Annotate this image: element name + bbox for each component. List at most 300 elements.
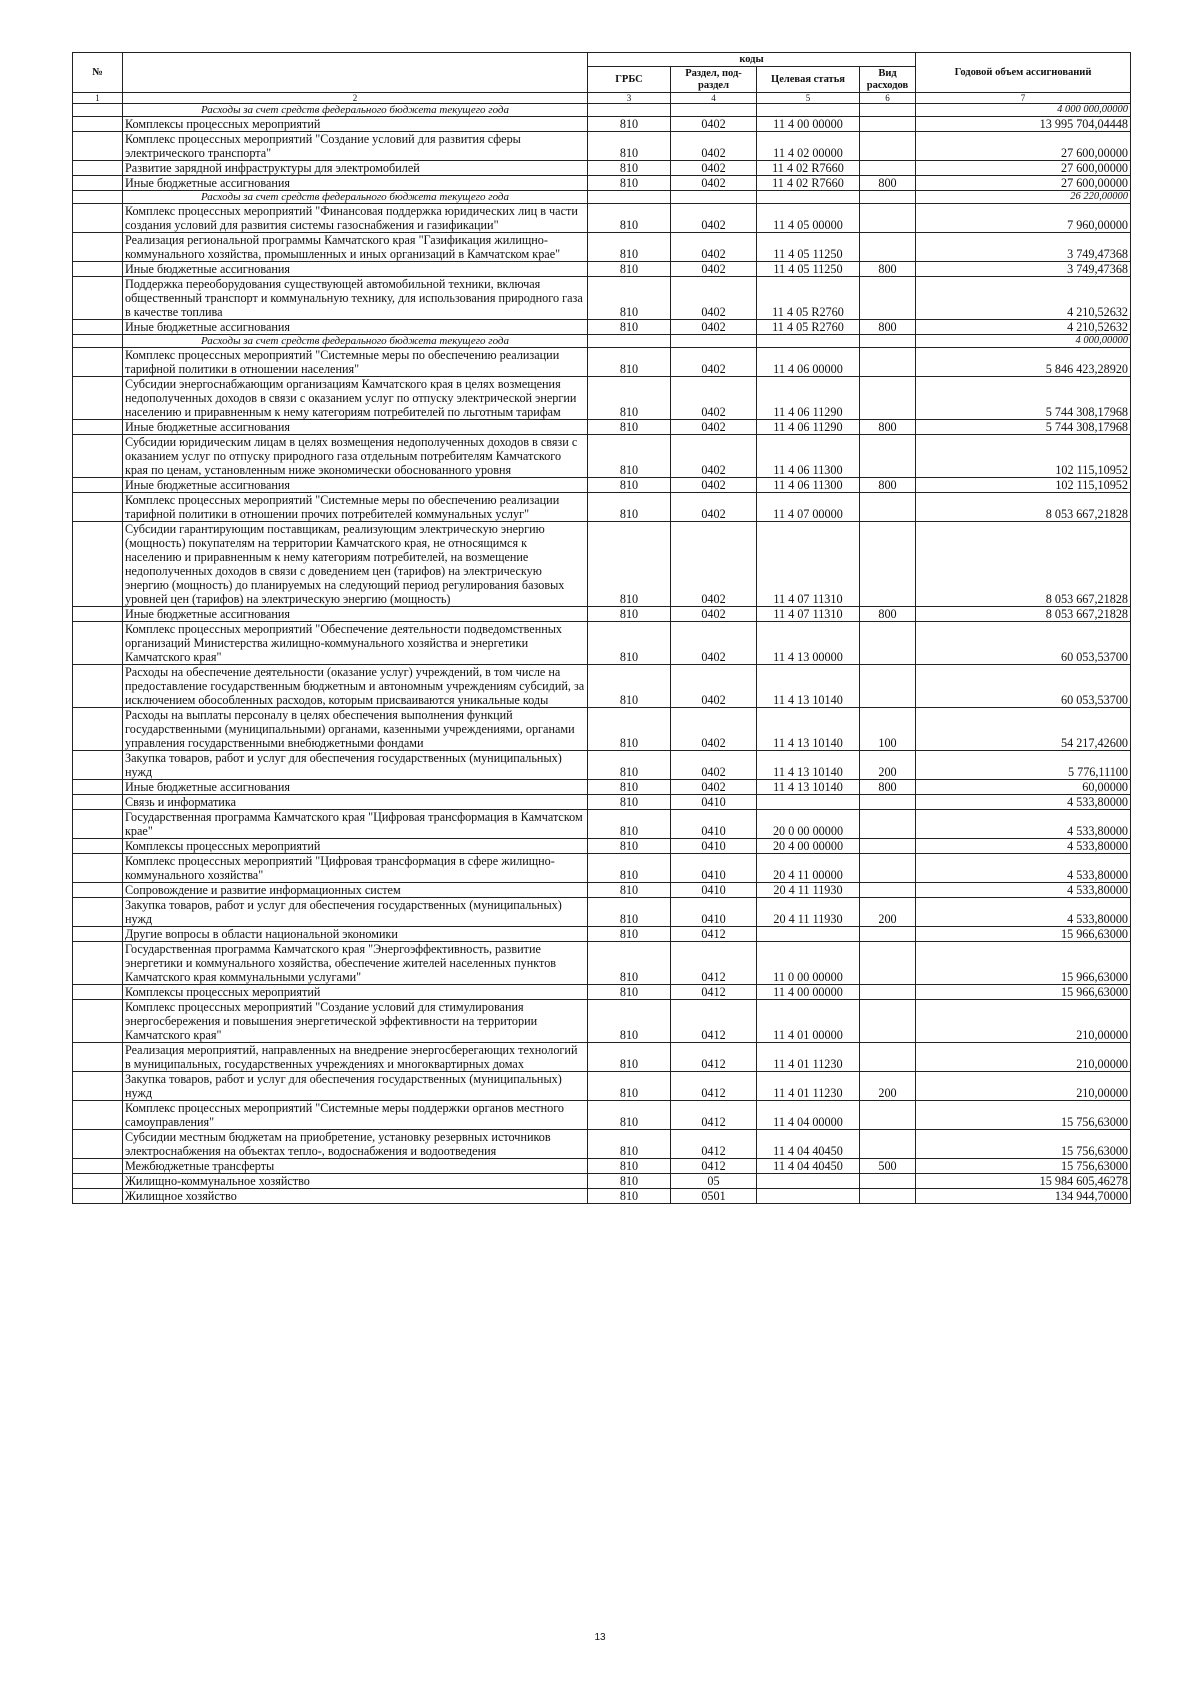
name-cell: Развитие зарядной инфраструктуры для электромобилей	[123, 161, 588, 176]
grbs-cell: 810	[588, 622, 671, 665]
grbs-cell: 810	[588, 262, 671, 277]
kind-cell	[860, 665, 916, 708]
num-cell	[73, 810, 123, 839]
grbs-cell: 810	[588, 176, 671, 191]
table-row	[73, 751, 1131, 780]
target-cell: 11 4 06 00000	[757, 348, 860, 377]
section-cell: 0412	[671, 1101, 757, 1130]
section-cell: 0410	[671, 839, 757, 854]
section-cell: 0412	[671, 1130, 757, 1159]
target-cell: 11 4 05 11250	[757, 262, 860, 277]
table-row	[73, 854, 1131, 883]
name-cell: Расходы за счет средств федерального бюджета текущего года	[123, 104, 588, 117]
grbs-cell: 810	[588, 607, 671, 622]
sum-cell: 4 000,00000	[916, 335, 1131, 348]
target-cell: 11 4 07 11310	[757, 607, 860, 622]
kind-cell	[860, 377, 916, 420]
section-cell: 0402	[671, 751, 757, 780]
name-cell: Субсидии гарантирующим поставщикам, реализующим электрическую энергию (мощность) покупателям на территории Камчатского края, не относящимся к населению и приравненным к нему категориям потребителей, на возмещение недополученных доходов в связи с доведением цен (тарифов) на электрическую энергию (мощность) до планируемых на следующий период регулирования базовых уровней цен (тарифов) на электрическую энергию (мощность)	[123, 522, 588, 607]
column-number: 6	[860, 93, 916, 104]
grbs-cell	[588, 104, 671, 117]
target-cell: 11 4 05 R2760	[757, 320, 860, 335]
sum-cell: 26 220,00000	[916, 191, 1131, 204]
grbs-cell: 810	[588, 985, 671, 1000]
section-cell: 0402	[671, 132, 757, 161]
target-cell	[757, 927, 860, 942]
table-row	[73, 117, 1131, 132]
table-row	[73, 1130, 1131, 1159]
kind-cell	[860, 493, 916, 522]
table-body	[73, 104, 1131, 1204]
name-cell: Иные бюджетные ассигнования	[123, 478, 588, 493]
section-cell: 0402	[671, 161, 757, 176]
target-cell	[757, 1174, 860, 1189]
kind-cell	[860, 927, 916, 942]
grbs-cell: 810	[588, 810, 671, 839]
sum-cell: 3 749,47368	[916, 262, 1131, 277]
sum-cell: 15 756,63000	[916, 1101, 1131, 1130]
sum-cell: 15 966,63000	[916, 942, 1131, 985]
num-cell	[73, 854, 123, 883]
target-cell: 11 4 13 10140	[757, 708, 860, 751]
target-cell	[757, 1189, 860, 1204]
table-row	[73, 1043, 1131, 1072]
note-row	[73, 191, 1131, 204]
name-cell: Иные бюджетные ассигнования	[123, 176, 588, 191]
kind-cell: 800	[860, 780, 916, 795]
name-cell: Комплекс процессных мероприятий "Системные меры по обеспечению реализации тарифной политики в отношении прочих потребителей коммунальных услуг"	[123, 493, 588, 522]
table-row	[73, 622, 1131, 665]
table-row	[73, 233, 1131, 262]
target-cell: 11 4 13 10140	[757, 665, 860, 708]
section-cell: 0402	[671, 117, 757, 132]
kind-cell	[860, 233, 916, 262]
num-cell	[73, 708, 123, 751]
kind-cell	[860, 191, 916, 204]
num-cell	[73, 780, 123, 795]
section-cell: 0402	[671, 780, 757, 795]
sum-cell: 4 210,52632	[916, 320, 1131, 335]
target-cell: 11 4 06 11300	[757, 435, 860, 478]
name-cell: Комплекс процессных мероприятий "Создание условий для стимулирования энергосбережения и повышения энергетической эффективности на территории Камчатского края"	[123, 1000, 588, 1043]
num-cell	[73, 607, 123, 622]
kind-cell	[860, 795, 916, 810]
grbs-cell: 810	[588, 435, 671, 478]
name-cell: Комплекс процессных мероприятий "Цифровая трансформация в сфере жилищно-коммунального хозяйства"	[123, 854, 588, 883]
table-row	[73, 1159, 1131, 1174]
target-cell	[757, 191, 860, 204]
header-name	[123, 53, 588, 93]
num-cell	[73, 176, 123, 191]
table-row	[73, 1189, 1131, 1204]
section-cell: 0402	[671, 665, 757, 708]
table-row	[73, 839, 1131, 854]
num-cell	[73, 262, 123, 277]
section-cell: 0402	[671, 522, 757, 607]
table-row	[73, 493, 1131, 522]
kind-cell	[860, 335, 916, 348]
kind-cell	[860, 854, 916, 883]
sum-cell: 4 533,80000	[916, 810, 1131, 839]
name-cell: Государственная программа Камчатского края "Энергоэффективность, развитие энергетики и коммунального хозяйства, обеспечение жителей населенных пунктов Камчатского края коммунальными услугами"	[123, 942, 588, 985]
num-cell	[73, 348, 123, 377]
header-number: №	[73, 53, 123, 93]
sum-cell: 15 966,63000	[916, 927, 1131, 942]
table-row	[73, 883, 1131, 898]
grbs-cell: 810	[588, 1043, 671, 1072]
sum-cell: 15 984 605,46278	[916, 1174, 1131, 1189]
section-cell: 0402	[671, 708, 757, 751]
sum-cell: 3 749,47368	[916, 233, 1131, 262]
target-cell: 11 4 13 10140	[757, 780, 860, 795]
name-cell: Комплекс процессных мероприятий "Обеспечение деятельности подведомственных организаций Министерства жилищно-коммунального хозяйства и энергетики Камчатского края"	[123, 622, 588, 665]
target-cell	[757, 335, 860, 348]
sum-cell: 4 210,52632	[916, 277, 1131, 320]
num-cell	[73, 522, 123, 607]
target-cell: 11 4 01 00000	[757, 1000, 860, 1043]
table-row	[73, 1072, 1131, 1101]
kind-cell	[860, 117, 916, 132]
sum-cell: 13 995 704,04448	[916, 117, 1131, 132]
kind-cell: 800	[860, 262, 916, 277]
section-cell: 0402	[671, 478, 757, 493]
name-cell: Комплексы процессных мероприятий	[123, 839, 588, 854]
name-cell: Закупка товаров, работ и услуг для обеспечения государственных (муниципальных) нужд	[123, 751, 588, 780]
kind-cell	[860, 104, 916, 117]
column-number: 2	[123, 93, 588, 104]
target-cell: 11 0 00 00000	[757, 942, 860, 985]
num-cell	[73, 795, 123, 810]
kind-cell	[860, 1130, 916, 1159]
table-row	[73, 277, 1131, 320]
header-annual-volume: Годовой объем ассигнований	[916, 53, 1131, 93]
table-row	[73, 204, 1131, 233]
section-cell: 0410	[671, 795, 757, 810]
target-cell: 20 4 11 11930	[757, 883, 860, 898]
column-number: 5	[757, 93, 860, 104]
grbs-cell: 810	[588, 233, 671, 262]
target-cell: 11 4 01 11230	[757, 1072, 860, 1101]
grbs-cell: 810	[588, 898, 671, 927]
target-cell: 11 4 07 11310	[757, 522, 860, 607]
table-row	[73, 607, 1131, 622]
sum-cell: 60,00000	[916, 780, 1131, 795]
sum-cell: 54 217,42600	[916, 708, 1131, 751]
grbs-cell: 810	[588, 708, 671, 751]
table-row	[73, 1101, 1131, 1130]
kind-cell: 200	[860, 751, 916, 780]
grbs-cell: 810	[588, 839, 671, 854]
grbs-cell: 810	[588, 751, 671, 780]
target-cell: 11 4 02 R7660	[757, 161, 860, 176]
num-cell	[73, 927, 123, 942]
section-cell: 0402	[671, 320, 757, 335]
section-cell: 0501	[671, 1189, 757, 1204]
target-cell: 20 4 00 00000	[757, 839, 860, 854]
name-cell: Расходы за счет средств федерального бюджета текущего года	[123, 191, 588, 204]
num-cell	[73, 104, 123, 117]
kind-cell	[860, 161, 916, 176]
kind-cell	[860, 942, 916, 985]
section-cell: 0410	[671, 883, 757, 898]
section-cell: 0402	[671, 493, 757, 522]
kind-cell	[860, 132, 916, 161]
target-cell: 11 4 06 11300	[757, 478, 860, 493]
sum-cell: 60 053,53700	[916, 665, 1131, 708]
table-row	[73, 420, 1131, 435]
name-cell: Субсидии юридическим лицам в целях возмещения недополученных доходов в связи с оказанием услуг по отпуску природного газа отдельным потребителям Камчатского края по ценам, установленным ниже экономически обоснованного уровня	[123, 435, 588, 478]
target-cell	[757, 795, 860, 810]
table-row	[73, 898, 1131, 927]
grbs-cell: 810	[588, 522, 671, 607]
table-row	[73, 795, 1131, 810]
table-row	[73, 435, 1131, 478]
grbs-cell: 810	[588, 854, 671, 883]
section-cell: 0410	[671, 898, 757, 927]
kind-cell	[860, 204, 916, 233]
target-cell: 11 4 00 00000	[757, 117, 860, 132]
name-cell: Расходы за счет средств федерального бюджета текущего года	[123, 335, 588, 348]
name-cell: Сопровождение и развитие информационных систем	[123, 883, 588, 898]
num-cell	[73, 1174, 123, 1189]
grbs-cell: 810	[588, 420, 671, 435]
grbs-cell: 810	[588, 1130, 671, 1159]
name-cell: Межбюджетные трансферты	[123, 1159, 588, 1174]
target-cell: 11 4 04 40450	[757, 1159, 860, 1174]
num-cell	[73, 985, 123, 1000]
sum-cell: 102 115,10952	[916, 478, 1131, 493]
target-cell: 11 4 00 00000	[757, 985, 860, 1000]
grbs-cell: 810	[588, 780, 671, 795]
name-cell: Другие вопросы в области национальной экономики	[123, 927, 588, 942]
section-cell: 0412	[671, 985, 757, 1000]
name-cell: Закупка товаров, работ и услуг для обеспечения государственных (муниципальных) нужд	[123, 898, 588, 927]
target-cell: 11 4 05 00000	[757, 204, 860, 233]
num-cell	[73, 1159, 123, 1174]
kind-cell	[860, 435, 916, 478]
table-row	[73, 1174, 1131, 1189]
sum-cell: 15 756,63000	[916, 1130, 1131, 1159]
section-cell: 0402	[671, 233, 757, 262]
name-cell: Субсидии энергоснабжающим организациям Камчатского края в целях возмещения недополученных доходов в связи с оказанием услуг по отпуску электрической энергии населению и приравненным к нему категориям потребителей по льготным тарифам	[123, 377, 588, 420]
section-cell: 0412	[671, 942, 757, 985]
table-row	[73, 942, 1131, 985]
num-cell	[73, 233, 123, 262]
target-cell: 20 0 00 00000	[757, 810, 860, 839]
budget-document	[72, 52, 1130, 1204]
target-cell: 11 4 06 11290	[757, 377, 860, 420]
column-number: 7	[916, 93, 1131, 104]
section-cell: 0410	[671, 810, 757, 839]
target-cell: 11 4 13 10140	[757, 751, 860, 780]
kind-cell: 500	[860, 1159, 916, 1174]
num-cell	[73, 665, 123, 708]
num-cell	[73, 1043, 123, 1072]
section-cell: 0412	[671, 927, 757, 942]
section-cell: 0402	[671, 348, 757, 377]
target-cell: 11 4 07 00000	[757, 493, 860, 522]
sum-cell: 4 533,80000	[916, 898, 1131, 927]
name-cell: Иные бюджетные ассигнования	[123, 262, 588, 277]
table-row	[73, 132, 1131, 161]
sum-cell: 210,00000	[916, 1072, 1131, 1101]
grbs-cell: 810	[588, 795, 671, 810]
sum-cell: 60 053,53700	[916, 622, 1131, 665]
target-cell: 20 4 11 00000	[757, 854, 860, 883]
target-cell: 11 4 02 00000	[757, 132, 860, 161]
sum-cell: 210,00000	[916, 1000, 1131, 1043]
sum-cell: 27 600,00000	[916, 161, 1131, 176]
section-cell: 0412	[671, 1072, 757, 1101]
grbs-cell: 810	[588, 204, 671, 233]
grbs-cell: 810	[588, 377, 671, 420]
grbs-cell: 810	[588, 117, 671, 132]
sum-cell: 5 776,11100	[916, 751, 1131, 780]
section-cell: 0402	[671, 622, 757, 665]
grbs-cell: 810	[588, 1159, 671, 1174]
table-row	[73, 927, 1131, 942]
kind-cell: 800	[860, 607, 916, 622]
name-cell: Иные бюджетные ассигнования	[123, 420, 588, 435]
name-cell: Комплексы процессных мероприятий	[123, 985, 588, 1000]
name-cell: Закупка товаров, работ и услуг для обеспечения государственных (муниципальных) нужд	[123, 1072, 588, 1101]
header-codes: коды	[588, 53, 916, 67]
num-cell	[73, 204, 123, 233]
table-row	[73, 708, 1131, 751]
num-cell	[73, 622, 123, 665]
sum-cell: 5 846 423,28920	[916, 348, 1131, 377]
section-cell: 0412	[671, 1159, 757, 1174]
num-cell	[73, 1130, 123, 1159]
note-row	[73, 104, 1131, 117]
grbs-cell: 810	[588, 478, 671, 493]
grbs-cell: 810	[588, 942, 671, 985]
sum-cell: 8 053 667,21828	[916, 607, 1131, 622]
target-cell: 11 4 05 11250	[757, 233, 860, 262]
header-grbs: ГРБС	[588, 67, 671, 93]
kind-cell	[860, 839, 916, 854]
num-cell	[73, 1189, 123, 1204]
name-cell: Реализация региональной программы Камчатского края "Газификация жилищно-коммунального хозяйства, промышленных и иных организаций в Камчатском крае"	[123, 233, 588, 262]
header-section: Раздел, под-раздел	[671, 67, 757, 93]
table-row	[73, 377, 1131, 420]
grbs-cell: 810	[588, 320, 671, 335]
num-cell	[73, 377, 123, 420]
num-cell	[73, 1000, 123, 1043]
target-cell: 11 4 13 00000	[757, 622, 860, 665]
kind-cell: 200	[860, 898, 916, 927]
section-cell: 0402	[671, 435, 757, 478]
num-cell	[73, 839, 123, 854]
table-row	[73, 176, 1131, 191]
sum-cell: 210,00000	[916, 1043, 1131, 1072]
name-cell: Комплекс процессных мероприятий "Финансовая поддержка юридических лиц в части создания условий для развития системы газоснабжения и газификации"	[123, 204, 588, 233]
grbs-cell: 810	[588, 277, 671, 320]
grbs-cell: 810	[588, 1000, 671, 1043]
section-cell: 0402	[671, 262, 757, 277]
sum-cell: 8 053 667,21828	[916, 522, 1131, 607]
name-cell: Комплекс процессных мероприятий "Создание условий для развития сферы электрического транспорта"	[123, 132, 588, 161]
kind-cell	[860, 522, 916, 607]
num-cell	[73, 277, 123, 320]
target-cell: 11 4 04 40450	[757, 1130, 860, 1159]
section-cell	[671, 191, 757, 204]
grbs-cell: 810	[588, 348, 671, 377]
grbs-cell: 810	[588, 1072, 671, 1101]
name-cell: Расходы на обеспечение деятельности (оказание услуг) учреждений, в том числе на предоставление государственным бюджетным и автономным учреждениям субсидий, за исключением обособленных расходов, которым присваиваются уникальные коды	[123, 665, 588, 708]
sum-cell: 4 533,80000	[916, 854, 1131, 883]
name-cell: Жилищно-коммунальное хозяйство	[123, 1174, 588, 1189]
sum-cell: 15 966,63000	[916, 985, 1131, 1000]
kind-cell	[860, 1174, 916, 1189]
column-number: 4	[671, 93, 757, 104]
kind-cell	[860, 277, 916, 320]
num-cell	[73, 191, 123, 204]
section-cell: 0402	[671, 204, 757, 233]
page-number: 13	[594, 1632, 606, 1643]
kind-cell: 800	[860, 420, 916, 435]
grbs-cell: 810	[588, 1189, 671, 1204]
sum-cell: 4 533,80000	[916, 839, 1131, 854]
num-cell	[73, 1101, 123, 1130]
header-target-article: Целевая статья	[757, 67, 860, 93]
name-cell: Комплекс процессных мероприятий "Системные меры поддержки органов местного самоуправления"	[123, 1101, 588, 1130]
num-cell	[73, 161, 123, 176]
kind-cell	[860, 622, 916, 665]
kind-cell	[860, 1101, 916, 1130]
kind-cell	[860, 985, 916, 1000]
section-cell: 0402	[671, 607, 757, 622]
target-cell: 11 4 04 00000	[757, 1101, 860, 1130]
section-cell: 0402	[671, 176, 757, 191]
section-cell: 0402	[671, 377, 757, 420]
header-expense-kind: Вид расходов	[860, 67, 916, 93]
table-row	[73, 780, 1131, 795]
target-cell: 20 4 11 11930	[757, 898, 860, 927]
target-cell: 11 4 05 R2760	[757, 277, 860, 320]
kind-cell	[860, 883, 916, 898]
table-row	[73, 665, 1131, 708]
section-cell: 0412	[671, 1043, 757, 1072]
grbs-cell: 810	[588, 1101, 671, 1130]
sum-cell: 4 533,80000	[916, 795, 1131, 810]
name-cell: Иные бюджетные ассигнования	[123, 780, 588, 795]
grbs-cell	[588, 191, 671, 204]
sum-cell: 8 053 667,21828	[916, 493, 1131, 522]
kind-cell	[860, 1000, 916, 1043]
table-row	[73, 985, 1131, 1000]
grbs-cell: 810	[588, 493, 671, 522]
grbs-cell: 810	[588, 665, 671, 708]
target-cell: 11 4 02 R7660	[757, 176, 860, 191]
section-cell: 05	[671, 1174, 757, 1189]
grbs-cell: 810	[588, 927, 671, 942]
kind-cell: 200	[860, 1072, 916, 1101]
num-cell	[73, 942, 123, 985]
sum-cell: 7 960,00000	[916, 204, 1131, 233]
table-row	[73, 348, 1131, 377]
kind-cell: 800	[860, 176, 916, 191]
name-cell: Связь и информатика	[123, 795, 588, 810]
num-cell	[73, 335, 123, 348]
sum-cell: 134 944,70000	[916, 1189, 1131, 1204]
kind-cell	[860, 348, 916, 377]
name-cell: Субсидии местным бюджетам на приобретение, установку резервных источников электроснабжения на объектах тепло-, водоснабжения и водоотведения	[123, 1130, 588, 1159]
sum-cell: 27 600,00000	[916, 176, 1131, 191]
table-row	[73, 810, 1131, 839]
target-cell: 11 4 06 11290	[757, 420, 860, 435]
sum-cell: 4 533,80000	[916, 883, 1131, 898]
